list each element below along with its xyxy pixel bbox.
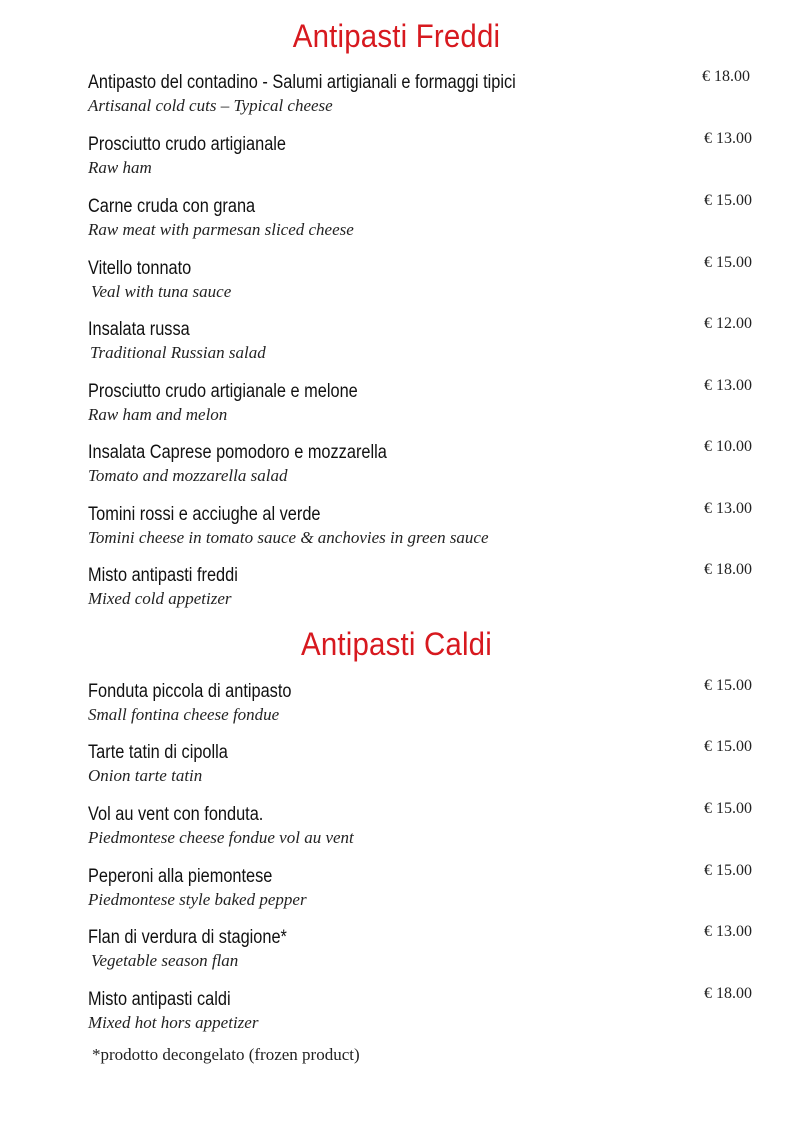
item-description: Vegetable season flan — [91, 951, 239, 970]
section-title-antipasti-caldi: Antipasti Caldi — [301, 626, 492, 662]
item-description: Mixed cold appetizer — [88, 589, 232, 608]
menu-item — [88, 68, 760, 128]
item-name: Prosciutto crudo artigianale e melone — [88, 381, 358, 402]
item-price: € 15.00 — [704, 738, 752, 755]
menu-item — [88, 800, 760, 860]
footnote: *prodotto decongelato (frozen product) — [92, 1045, 360, 1064]
item-name: Prosciutto crudo artigianale — [88, 134, 287, 155]
item-description: Onion tarte tatin — [88, 766, 203, 785]
item-price: € 12.00 — [704, 315, 752, 332]
item-name: Vitello tonnato — [88, 258, 192, 279]
menu-item — [88, 677, 760, 737]
item-name: Tomini rossi e acciughe al verde — [88, 504, 321, 525]
item-description: Tomini cheese in tomato sauce & anchovies in green sauce — [88, 528, 489, 547]
item-description: Veal with tuna sauce — [91, 282, 232, 301]
section-title-antipasti-freddi: Antipasti Freddi — [292, 18, 501, 54]
item-price: € 15.00 — [704, 677, 752, 694]
menu-item — [88, 985, 760, 1045]
item-price: € 18.00 — [704, 561, 752, 578]
item-name: Fonduta piccola di antipasto — [88, 681, 292, 702]
item-name: Misto antipasti freddi — [88, 565, 238, 586]
item-price: € 15.00 — [704, 254, 752, 271]
item-description: Tomato and mozzarella salad — [88, 466, 288, 485]
menu-item — [88, 130, 760, 190]
item-price: € 10.00 — [704, 438, 752, 455]
menu-item — [88, 738, 760, 798]
menu-item — [88, 561, 760, 621]
menu-item — [88, 500, 760, 560]
item-name: Flan di verdura di stagione* — [88, 927, 287, 948]
item-price: € 18.00 — [702, 68, 750, 85]
item-name: Vol au vent con fonduta. — [88, 804, 264, 825]
item-price: € 13.00 — [704, 377, 752, 394]
item-description: Raw ham and melon — [88, 405, 228, 424]
item-description: Mixed hot hors appetizer — [88, 1013, 259, 1032]
item-price: € 18.00 — [704, 985, 752, 1002]
item-price: € 15.00 — [704, 800, 752, 817]
item-name: Insalata Caprese pomodoro e mozzarella — [88, 442, 387, 463]
item-price: € 13.00 — [704, 500, 752, 517]
item-description: Artisanal cold cuts – Typical cheese — [88, 96, 333, 115]
menu-item — [88, 254, 760, 314]
item-price: € 13.00 — [704, 923, 752, 940]
item-description: Traditional Russian salad — [90, 343, 266, 362]
item-name: Insalata russa — [88, 319, 190, 340]
item-price: € 15.00 — [704, 862, 752, 879]
menu-item — [88, 923, 760, 983]
item-name: Antipasto del contadino - Salumi artigianali e formaggi tipici — [88, 72, 516, 93]
item-description: Piedmontese cheese fondue vol au vent — [88, 828, 354, 847]
item-description: Raw meat with parmesan sliced cheese — [88, 220, 354, 239]
item-price: € 15.00 — [704, 192, 752, 209]
item-name: Peperoni alla piemontese — [88, 866, 273, 887]
item-name: Misto antipasti caldi — [88, 989, 231, 1010]
item-description: Small fontina cheese fondue — [88, 705, 280, 724]
menu-item — [88, 438, 760, 498]
menu-item — [88, 315, 760, 375]
menu-item — [88, 377, 760, 437]
menu-item — [88, 192, 760, 252]
item-description: Raw ham — [88, 158, 152, 177]
item-name: Tarte tatin di cipolla — [88, 742, 228, 763]
item-name: Carne cruda con grana — [88, 196, 256, 217]
menu-item — [88, 862, 760, 922]
item-description: Piedmontese style baked pepper — [88, 890, 307, 909]
item-price: € 13.00 — [704, 130, 752, 147]
